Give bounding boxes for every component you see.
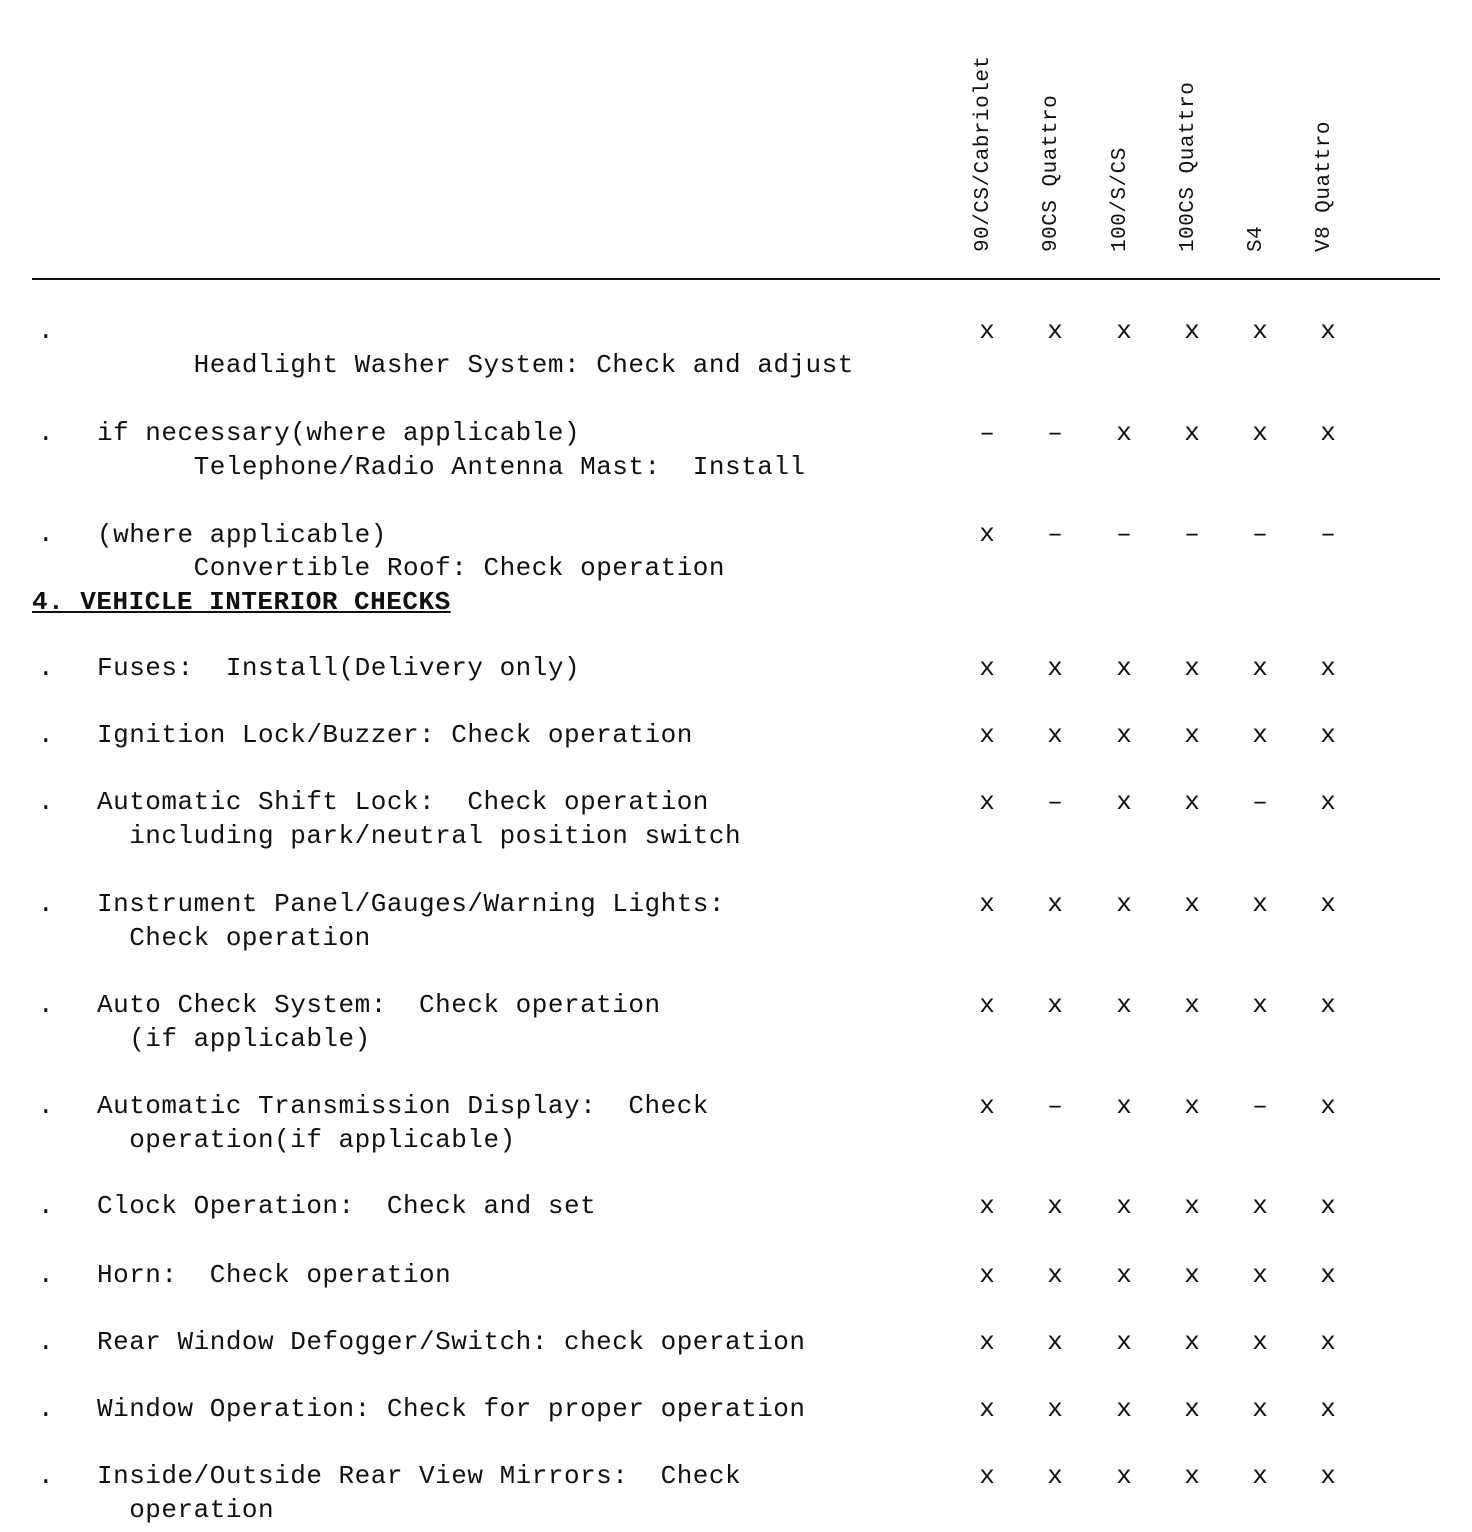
mark-cell: x — [1252, 316, 1268, 346]
row-line-2: if necessary(where applicable) — [97, 418, 581, 448]
row-bullet: . — [38, 316, 54, 346]
mark-cell: x — [1184, 990, 1200, 1020]
row-bullet: . — [38, 889, 54, 919]
row-bullet: . — [38, 1091, 54, 1121]
row-description — [97, 1392, 947, 1426]
row-description — [97, 988, 947, 1056]
row-bullet: . — [38, 720, 54, 750]
mark-cell: x — [1047, 1394, 1063, 1424]
checklist-page: 90/CS/Cabriolet 90CS Quattro 100/S/CS 100CS Quattro S4 V8 Quattro . Headlight Washer System: Check and adjust if necessary(where applicable) x x x x x x . Telephone/Radio Antenna Mast: Install (where applicable) – – x x x x . Convertible Roof: Check operation x – – – – – 4. VEHICLE INTERIOR CHECKS . Fuses: Install(Delivery only) x x x x x x . Ignition Lock/Buzzer: Check operation x x x x x x . Automatic Shift Lock: Check operation including park/neutral position switch x – x x – x . Instrument Panel/Gauges/Warning Lights: Check operation x x x x x x . Auto Check System: Check operation (if applicable) x x x x x x . Automatic Transmission Display: Check operation(if applicable) x – x x – x . Clock Operation: Check and set x x x x x x . Horn: Check operation x x x x x x . Rear Window Defogger/Switch: check operation x x x x x x . Window Operation: Check for proper operation x x x x x x . Inside/Outside Rear View Mirrors: Check operation x x x x x x — [0, 0, 1472, 1532]
mark-cell: x — [1116, 889, 1132, 919]
mark-cell: x — [979, 1461, 995, 1491]
mark-cell: x — [1116, 787, 1132, 817]
row-description — [97, 1459, 947, 1527]
mark-cell: x — [1116, 316, 1132, 346]
mark-cell: x — [979, 1191, 995, 1221]
row-line-2: (if applicable) — [97, 1024, 371, 1054]
row-bullet: . — [38, 1260, 54, 1290]
mark-cell: x — [1184, 653, 1200, 683]
mark-cell: x — [979, 1091, 995, 1121]
mark-cell: x — [1252, 418, 1268, 448]
mark-cell: – — [1047, 519, 1063, 549]
row-line-2: operation(if applicable) — [97, 1125, 516, 1155]
row-description — [97, 1189, 947, 1223]
row-line-2: operation — [97, 1495, 275, 1525]
mark-cell: x — [979, 653, 995, 683]
mark-cell: x — [1252, 1327, 1268, 1357]
row-line-1: Auto Check System: Check operation — [97, 990, 661, 1020]
mark-cell: – — [1320, 519, 1336, 549]
mark-cell: x — [1252, 1394, 1268, 1424]
mark-cell: x — [1252, 1260, 1268, 1290]
mark-cell: x — [1116, 1461, 1132, 1491]
mark-cell: – — [1047, 418, 1063, 448]
mark-cell: x — [1047, 889, 1063, 919]
row-line-1: Automatic Shift Lock: Check operation — [97, 787, 709, 817]
mark-cell: x — [979, 1394, 995, 1424]
row-description — [97, 651, 947, 685]
section-title: 4. VEHICLE INTERIOR CHECKS — [32, 587, 451, 617]
mark-cell: x — [1184, 1394, 1200, 1424]
mark-cell: x — [1184, 1327, 1200, 1357]
row-bullet: . — [38, 1191, 54, 1221]
row-description — [97, 1089, 947, 1157]
row-line-1: Ignition Lock/Buzzer: Check operation — [97, 720, 693, 750]
mark-cell: x — [1320, 1461, 1336, 1491]
mark-cell: x — [1047, 1191, 1063, 1221]
mark-cell: x — [1047, 1461, 1063, 1491]
row-bullet: . — [38, 787, 54, 817]
row-line-1: Window Operation: Check for proper operation — [97, 1394, 806, 1424]
mark-cell: x — [1184, 889, 1200, 919]
mark-cell: x — [979, 720, 995, 750]
mark-cell: x — [1184, 418, 1200, 448]
mark-cell: – — [1116, 519, 1132, 549]
mark-cell: x — [1320, 889, 1336, 919]
mark-cell: x — [1047, 990, 1063, 1020]
mark-cell: – — [979, 418, 995, 448]
row-bullet: . — [38, 1461, 54, 1491]
mark-cell: – — [1047, 787, 1063, 817]
mark-cell: x — [1047, 1327, 1063, 1357]
mark-cell: x — [1320, 990, 1336, 1020]
mark-cell: x — [1320, 418, 1336, 448]
row-bullet: . — [38, 519, 54, 549]
row-line-1: Fuses: Install(Delivery only) — [97, 653, 581, 683]
mark-cell: x — [1184, 787, 1200, 817]
row-line-1: Inside/Outside Rear View Mirrors: Check — [97, 1461, 742, 1491]
row-description — [97, 785, 947, 853]
mark-cell: x — [1252, 889, 1268, 919]
row-bullet: . — [38, 1327, 54, 1357]
mark-cell: x — [1320, 653, 1336, 683]
mark-cell: x — [1252, 1191, 1268, 1221]
mark-cell: x — [979, 519, 995, 549]
mark-cell: x — [1320, 720, 1336, 750]
mark-cell: x — [1252, 990, 1268, 1020]
mark-cell: x — [1320, 787, 1336, 817]
mark-cell: x — [1116, 1260, 1132, 1290]
mark-cell: x — [1184, 1191, 1200, 1221]
row-line-1: Telephone/Radio Antenna Mast: Install — [193, 452, 806, 482]
mark-cell: x — [979, 1327, 995, 1357]
mark-cell: x — [1047, 653, 1063, 683]
row-line-2: (where applicable) — [97, 520, 387, 550]
row-line-1: Clock Operation: Check and set — [97, 1191, 597, 1221]
mark-cell: x — [1116, 1327, 1132, 1357]
row-line-1: Automatic Transmission Display: Check — [97, 1091, 709, 1121]
mark-cell: x — [979, 316, 995, 346]
mark-cell: x — [1184, 1260, 1200, 1290]
row-description — [97, 1325, 947, 1359]
mark-cell: x — [1116, 1394, 1132, 1424]
mark-cell: x — [1320, 1191, 1336, 1221]
mark-cell: x — [1184, 316, 1200, 346]
row-description — [97, 887, 947, 955]
row-line-1: Convertible Roof: Check operation — [193, 553, 726, 583]
mark-cell: x — [1320, 1327, 1336, 1357]
mark-cell: x — [1252, 653, 1268, 683]
mark-cell: x — [979, 889, 995, 919]
row-line-1: Instrument Panel/Gauges/Warning Lights: — [97, 889, 725, 919]
mark-cell: – — [1252, 519, 1268, 549]
row-line-1: Headlight Washer System: Check and adjust — [193, 350, 854, 380]
mark-cell: x — [1116, 1091, 1132, 1121]
row-bullet: . — [38, 1394, 54, 1424]
row-line-2: Check operation — [97, 923, 371, 953]
mark-cell: x — [1320, 1260, 1336, 1290]
mark-cell: x — [979, 990, 995, 1020]
mark-cell: – — [1047, 1091, 1063, 1121]
row-line-1: Horn: Check operation — [97, 1260, 452, 1290]
mark-cell: x — [1116, 653, 1132, 683]
row-bullet: . — [38, 418, 54, 448]
header-rule — [32, 278, 1440, 280]
mark-cell: x — [1252, 720, 1268, 750]
mark-cell: x — [1320, 316, 1336, 346]
row-bullet: . — [38, 653, 54, 683]
mark-cell: x — [1184, 720, 1200, 750]
mark-cell: x — [1320, 1394, 1336, 1424]
row-line-1: Rear Window Defogger/Switch: check operation — [97, 1327, 806, 1357]
mark-cell: – — [1184, 519, 1200, 549]
mark-cell: x — [1116, 1191, 1132, 1221]
row-line-2: including park/neutral position switch — [97, 821, 742, 851]
mark-cell: x — [1047, 1260, 1063, 1290]
mark-cell: x — [1184, 1461, 1200, 1491]
row-description — [97, 718, 947, 752]
mark-cell: x — [1252, 1461, 1268, 1491]
mark-cell: x — [1116, 418, 1132, 448]
mark-cell: x — [1320, 1091, 1336, 1121]
mark-cell: x — [1184, 1091, 1200, 1121]
row-bullet: . — [38, 990, 54, 1020]
mark-cell: – — [1252, 787, 1268, 817]
mark-cell: x — [979, 1260, 995, 1290]
mark-cell: x — [1047, 720, 1063, 750]
mark-cell: x — [979, 787, 995, 817]
mark-cell: x — [1047, 316, 1063, 346]
row-description — [97, 1258, 947, 1292]
mark-cell: x — [1116, 990, 1132, 1020]
mark-cell: – — [1252, 1091, 1268, 1121]
mark-cell: x — [1116, 720, 1132, 750]
